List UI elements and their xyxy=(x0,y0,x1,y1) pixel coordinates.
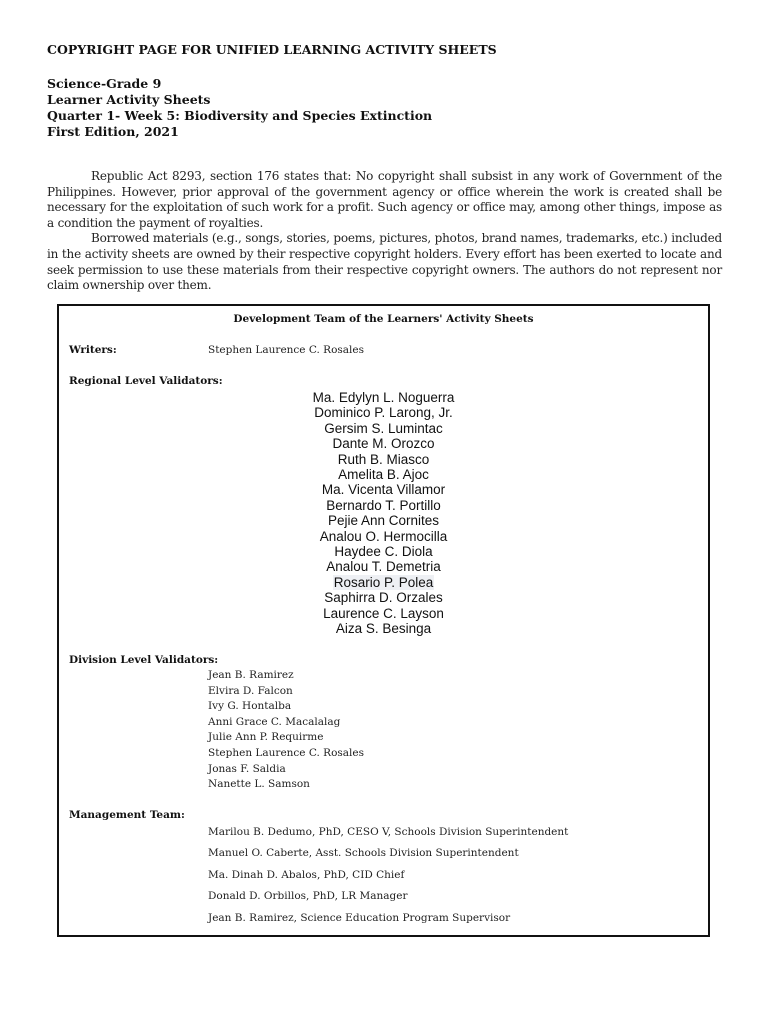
page-heading: COPYRIGHT PAGE FOR UNIFIED LEARNING ACTIVITY SHEETS xyxy=(47,42,497,57)
regional-validator: Ma. Vicenta Villamor xyxy=(321,482,446,498)
development-team-box xyxy=(57,304,710,937)
regional-validators-label: Regional Level Validators: xyxy=(69,375,223,387)
edition-line: First Edition, 2021 xyxy=(47,124,179,139)
regional-validators-list xyxy=(59,390,708,637)
regional-validator: Analou T. Demetria xyxy=(326,559,441,575)
management-member: Ma. Dinah D. Abalos, PhD, CID Chief xyxy=(208,868,405,881)
management-member: Marilou B. Dedumo, PhD, CESO V, Schools Division Superintendent xyxy=(208,826,569,838)
division-validator: Anni Grace C. Macalalag xyxy=(208,715,341,728)
writer-name: Stephen Laurence C. Rosales xyxy=(208,344,365,356)
regional-validator: Bernardo T. Portillo xyxy=(326,497,441,513)
subject-line: Science-Grade 9 xyxy=(47,76,162,91)
regional-validator: Ruth B. Miasco xyxy=(337,451,430,467)
regional-validator: Dante M. Orozco xyxy=(332,436,435,452)
doc-type-line: Learner Activity Sheets xyxy=(47,92,211,107)
division-validator: Julie Ann P. Requirme xyxy=(208,731,324,744)
regional-validator: Dominico P. Larong, Jr. xyxy=(314,405,453,421)
regional-validator: Gersim S. Lumintac xyxy=(324,420,443,436)
regional-validator: Analou O. Hermocilla xyxy=(319,528,448,544)
regional-validator-highlighted xyxy=(59,575,708,590)
division-validator: Jean B. Ramirez xyxy=(208,669,294,681)
management-member: Manuel O. Caberte, Asst. Schools Division Superintendent xyxy=(208,847,519,860)
division-validator: Nanette L. Samson xyxy=(208,778,310,791)
regional-validator: Amelita B. Ajoc xyxy=(338,467,429,483)
borrowed-materials-paragraph: Borrowed materials (e.g., songs, stories, poems, pictures, photos, brand names, trademarks, etc.) included in the activity sheets are owned by their respective copyright holders. Every effort has been exerted to locate and seek permission to use these materials from their respective copyright owners. The authors do not represent nor claim ownership over them. xyxy=(47,231,722,293)
division-validators-list xyxy=(208,668,364,793)
regional-validator: Saphirra D. Orzales xyxy=(324,590,443,606)
writers-label: Writers: xyxy=(69,344,117,356)
division-validator: Stephen Laurence C. Rosales xyxy=(208,746,365,759)
division-validator: Jonas F. Saldia xyxy=(208,762,286,775)
regional-validator: Haydee C. Diola xyxy=(334,544,433,560)
division-validator: Elvira D. Falcon xyxy=(208,684,293,697)
regional-validator: Ma. Edylyn L. Noguerra xyxy=(312,390,455,405)
regional-validator: Aiza S. Besinga xyxy=(335,621,432,637)
regional-validator: Pejie Ann Cornites xyxy=(327,513,440,529)
management-team-list xyxy=(208,822,568,929)
quarter-line: Quarter 1- Week 5: Biodiversity and Species Extinction xyxy=(47,108,433,123)
copyright-paragraph: Republic Act 8293, section 176 states that: No copyright shall subsist in any work of Government of the Philippines. However, prior approval of the government agency or office wherein the work is created shall be necessary for the exploitation of such work for a profit. Such agency or office may, among other things, impose as a condition the payment of royalties. xyxy=(47,169,722,230)
management-team-label: Management Team: xyxy=(69,809,185,821)
highlighted-name: Rosario P. Polea xyxy=(333,574,434,590)
division-validators-label: Division Level Validators: xyxy=(69,654,219,666)
management-member: Donald D. Orbillos, PhD, LR Manager xyxy=(208,890,408,903)
regional-validator: Laurence C. Layson xyxy=(323,605,444,621)
division-validator: Ivy G. Hontalba xyxy=(208,700,292,713)
document-meta xyxy=(47,76,432,140)
management-member: Jean B. Ramirez, Science Education Program Supervisor xyxy=(208,911,511,924)
team-title: Development Team of the Learners' Activity Sheets xyxy=(233,313,534,325)
copyright-notice xyxy=(47,169,722,294)
